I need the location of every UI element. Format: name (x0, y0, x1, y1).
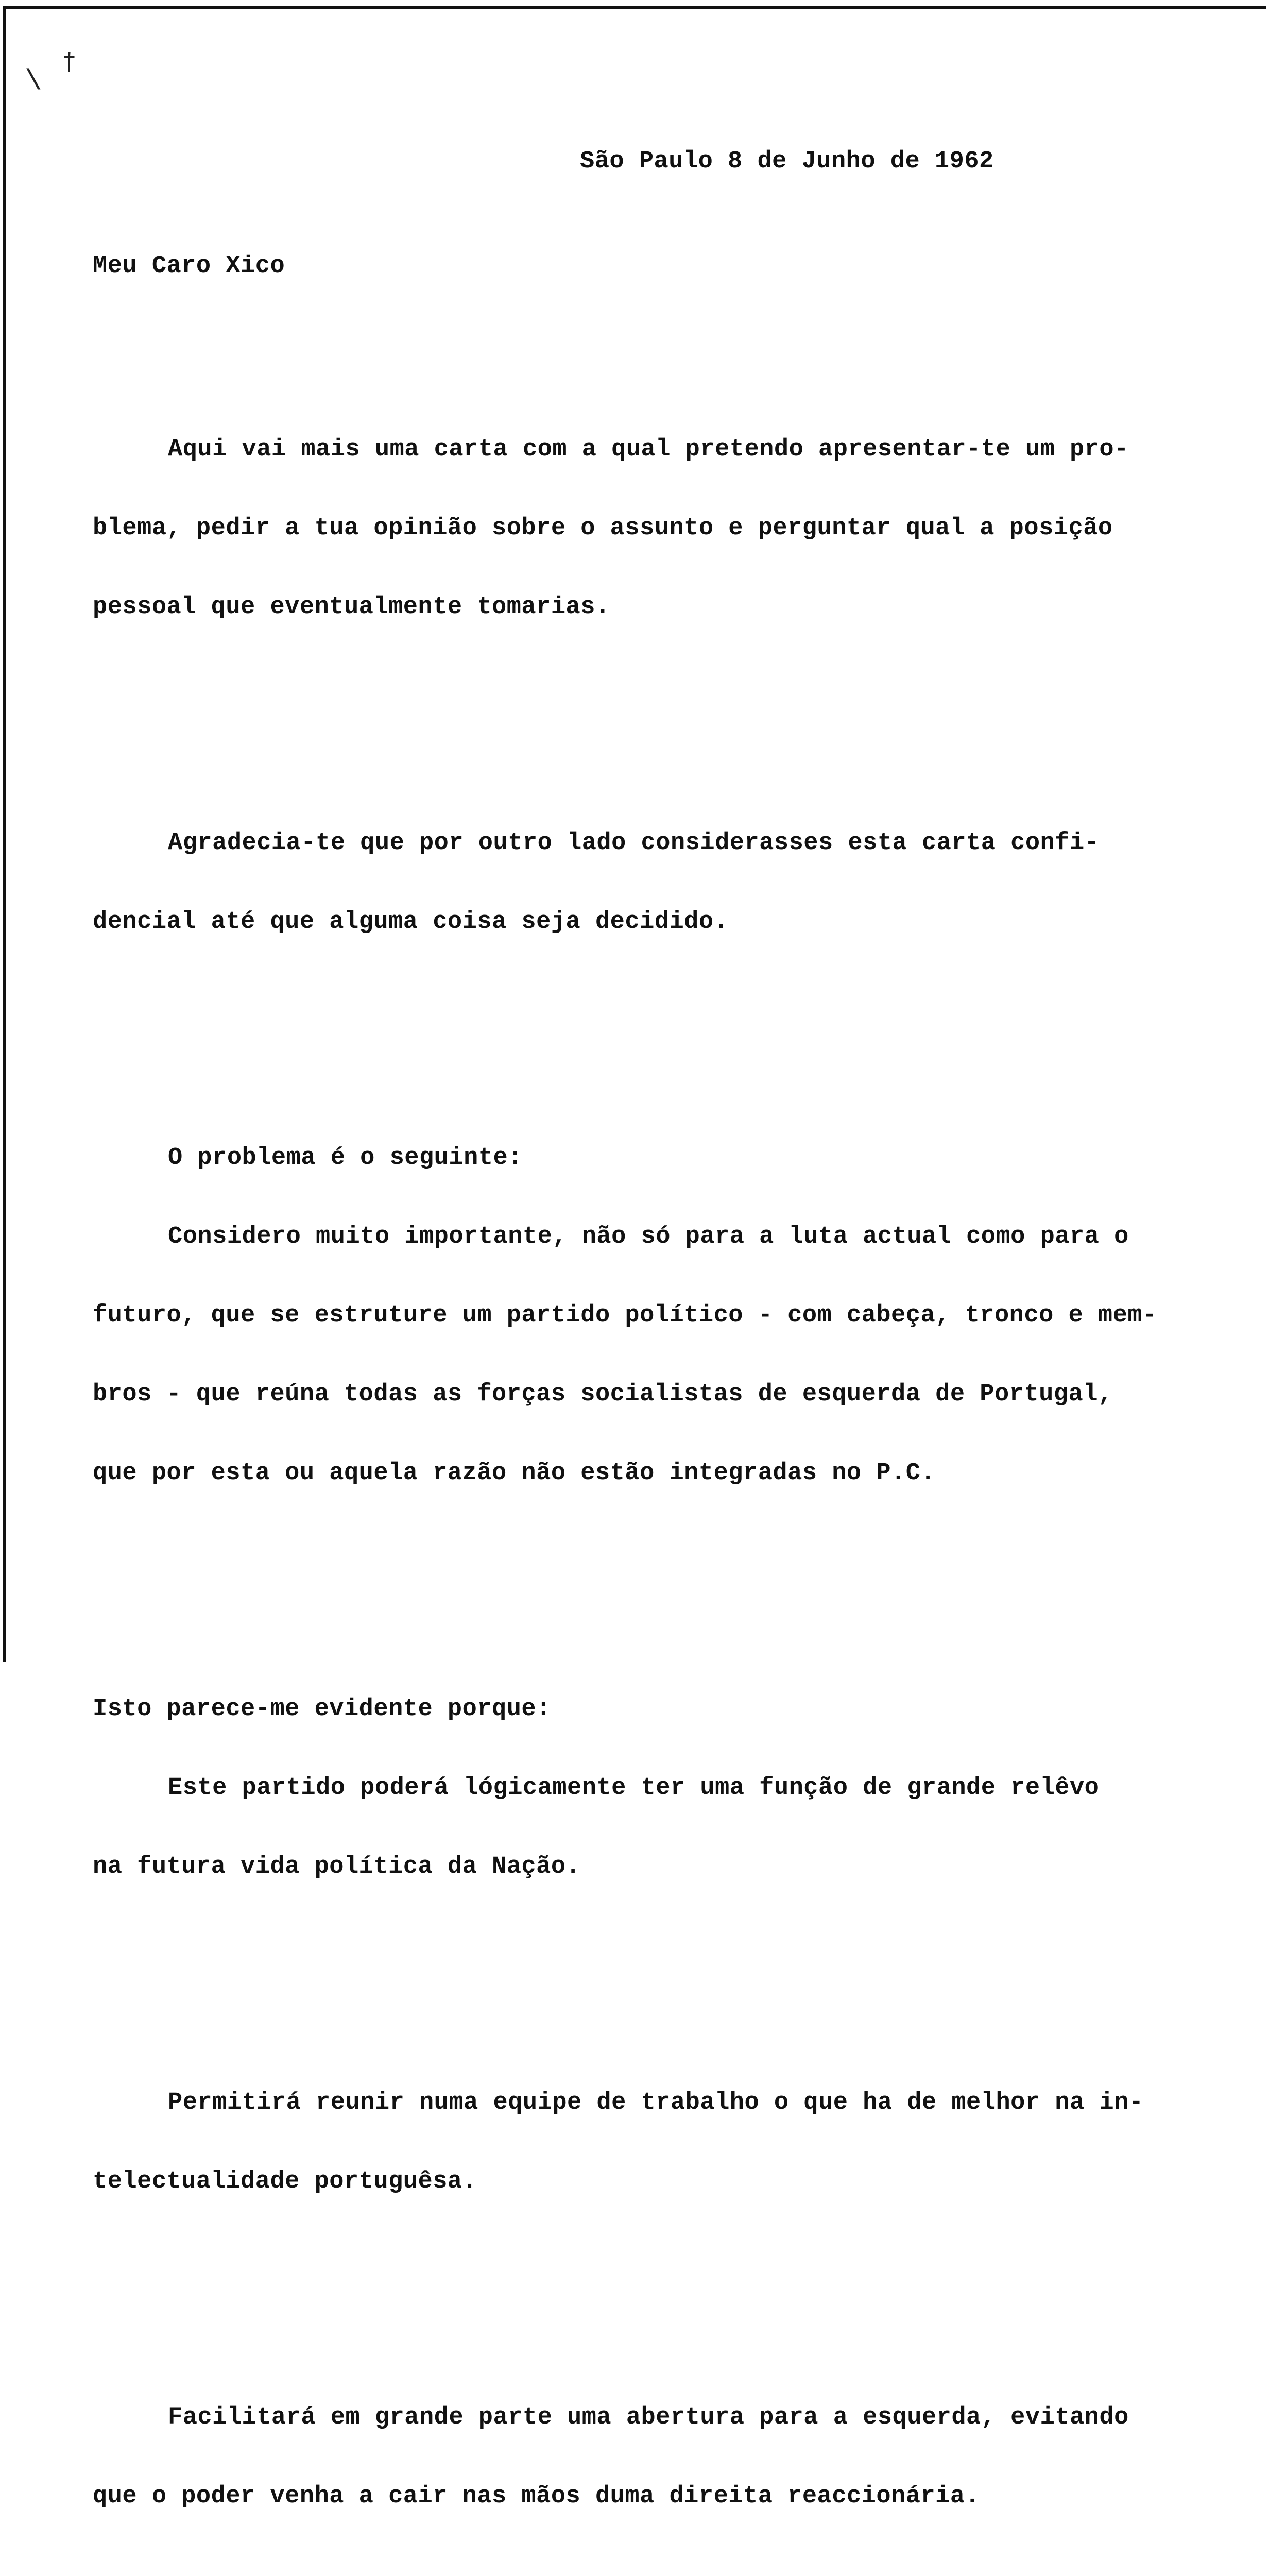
letter-date: São Paulo 8 de Junho de 1962 (580, 148, 994, 175)
letter-body (93, 96, 1195, 2576)
paragraph: Agradecia-te que por outro lado considerasses esta carta confi- dencial até que alguma coisa seja decidido. (93, 829, 1100, 936)
paragraph: Facilitará em grande parte uma abertura para a esquerda, evitando que o poder venha a cair nas mãos duma direita reaccionária. (93, 2404, 1129, 2510)
margin-mark: † (62, 49, 77, 77)
paragraph: Permitirá reunir numa equipe de trabalho o que ha de melhor na in- telectualidade portuguêsa. (93, 2089, 1144, 2195)
letter-salutation: Meu Caro Xico (93, 252, 285, 280)
paragraph: Aqui vai mais uma carta com a qual pretendo apresentar-te um pro- blema, pedir a tua opinião sobre o assunto e perguntar qual a posição pessoal que eventualmente tomarias. (93, 436, 1129, 621)
margin-mark: \ (25, 65, 42, 98)
paragraph: Isto parece-me evidente porque: Este partido poderá lógicamente ter uma função de grande relêvo na futura vida política da Nação. (93, 1696, 1100, 1880)
paragraph: O problema é o seguinte: Considero muito importante, não só para a luta actual como para o futuro, que se estruture um partido político - com cabeça, tronco e mem- bros - que reúna todas as forças socialistas de esquerda de Portugal, que por esta ou aquela razão não estão integradas no P.C. (93, 1144, 1157, 1487)
